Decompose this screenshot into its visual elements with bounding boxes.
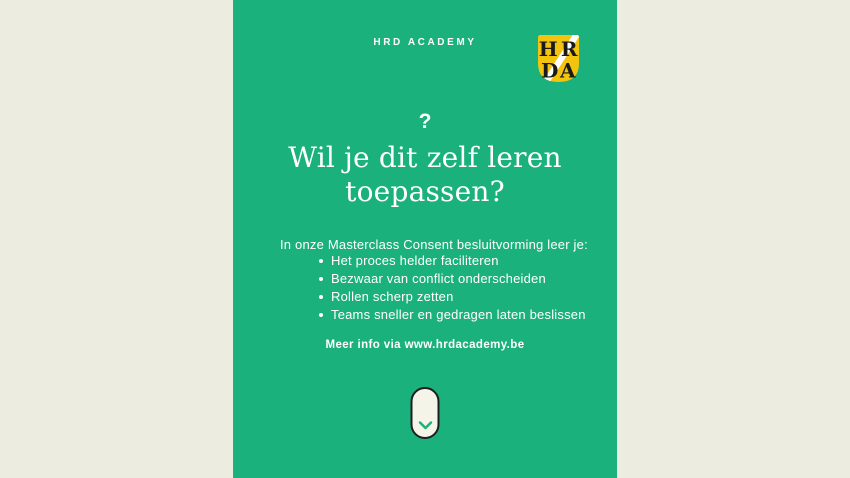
- slide-panel: [233, 0, 617, 478]
- question-mark: ?: [418, 110, 432, 133]
- intro-text: In onze Masterclass Consent besluitvorming leer je:: [280, 237, 588, 252]
- page-title: [233, 141, 617, 209]
- more-info-text: Meer info via www.hrdacademy.be: [325, 339, 525, 351]
- logo-letter-h: H: [538, 37, 558, 62]
- page-title-line1: Wil je dit zelf leren: [288, 141, 562, 174]
- benefits-list: [319, 252, 593, 324]
- scroll-down-indicator[interactable]: [411, 387, 440, 439]
- logo-letter-d: D: [541, 58, 559, 83]
- page-title-line2: toepassen?: [345, 175, 505, 208]
- logo-letter-a: A: [560, 58, 576, 83]
- logo-letter-r: R: [560, 37, 578, 62]
- chevron-down-icon: [418, 421, 433, 430]
- list-item: Het proces helder faciliteren: [319, 252, 593, 270]
- list-item: Rollen scherp zetten: [319, 288, 593, 306]
- list-item: Bezwaar van conflict onderscheiden: [319, 270, 593, 288]
- hrd-academy-logo: [537, 34, 580, 83]
- brand-name: HRD ACADEMY: [373, 37, 477, 48]
- list-item: Teams sneller en gedragen laten beslissen: [319, 306, 593, 324]
